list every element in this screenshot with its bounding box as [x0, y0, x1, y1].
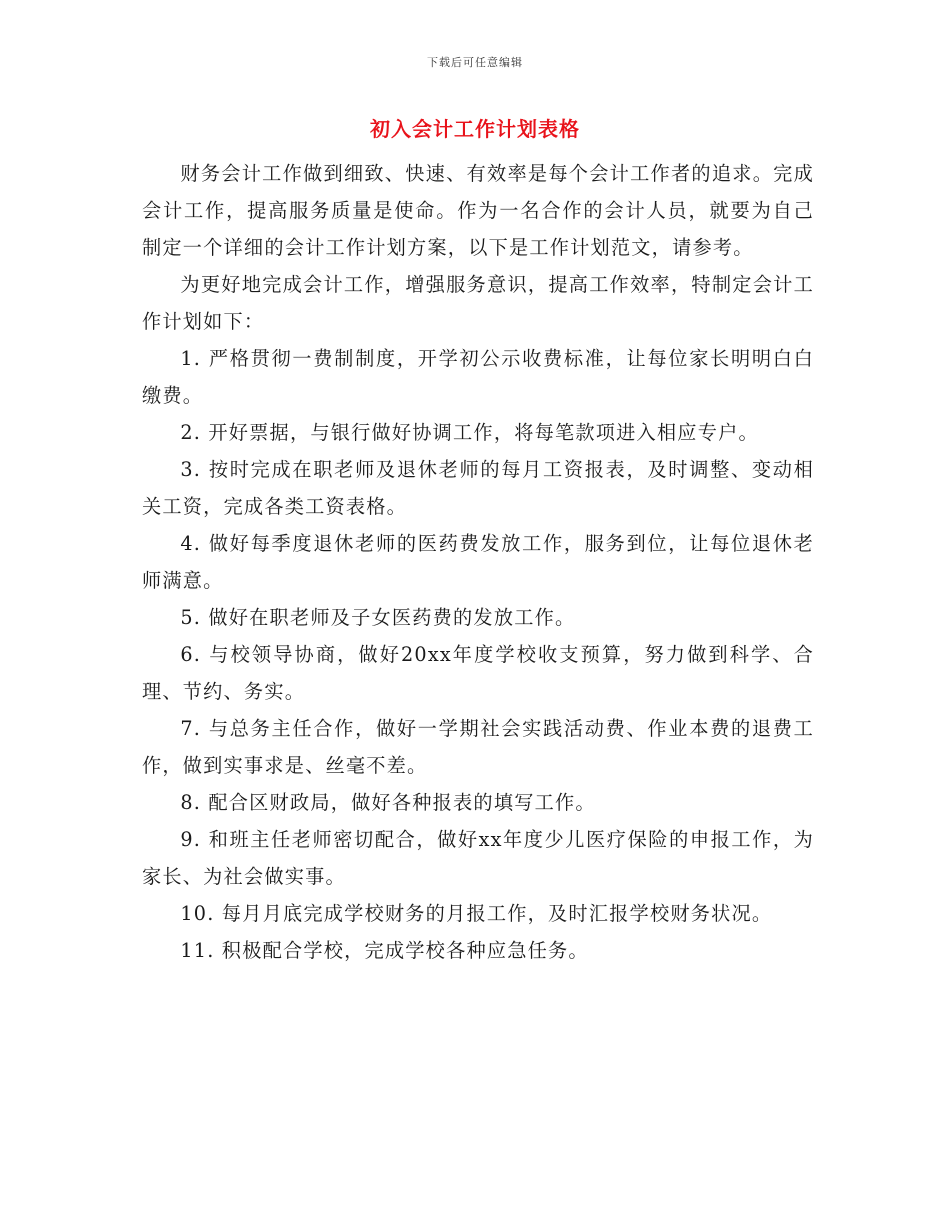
- plan-item-4: 4. 做好每季度退休老师的医药费发放工作，服务到位，让每位退休老师满意。: [142, 532, 814, 592]
- document-body: [142, 155, 814, 969]
- plan-item-11: 11. 积极配合学校，完成学校各种应急任务。: [180, 939, 589, 962]
- plan-lead-paragraph: 为更好地完成会计工作，增强服务意识，提高工作效率，特制定会计工作计划如下：: [142, 273, 814, 333]
- plan-item-9: 9. 和班主任老师密切配合，做好xx年度少儿医疗保险的申报工作，为家长、为社会做实事。: [142, 828, 814, 888]
- plan-item-1: 1. 严格贯彻一费制制度，开学初公示收费标准，让每位家长明明白白缴费。: [142, 347, 814, 407]
- plan-item-2: 2. 开好票据，与银行做好协调工作，将每笔款项进入相应专户。: [180, 421, 759, 444]
- plan-item-6: 6. 与校领导协商，做好20xx年度学校收支预算，努力做到科学、合理、节约、务实。: [142, 643, 814, 703]
- plan-item-3: 3. 按时完成在职老师及退休老师的每月工资报表，及时调整、变动相关工资，完成各类工资表格。: [142, 458, 814, 518]
- edit-notice: 下载后可任意编辑: [427, 56, 523, 69]
- plan-item-8: 8. 配合区财政局，做好各种报表的填写工作。: [180, 791, 596, 814]
- document-title: 初入会计工作计划表格: [370, 117, 580, 141]
- plan-item-5: 5. 做好在职老师及子女医药费的发放工作。: [180, 606, 576, 629]
- intro-paragraph: 财务会计工作做到细致、快速、有效率是每个会计工作者的追求。完成会计工作，提高服务质量是使命。作为一名合作的会计人员，就要为自己制定一个详细的会计工作计划方案，以下是工作计划范文，请参考。: [142, 162, 814, 259]
- plan-item-7: 7. 与总务主任合作，做好一学期社会实践活动费、作业本费的退费工作，做到实事求是、丝毫不差。: [142, 717, 814, 777]
- plan-item-10: 10. 每月月底完成学校财务的月报工作，及时汇报学校财务状况。: [180, 902, 773, 925]
